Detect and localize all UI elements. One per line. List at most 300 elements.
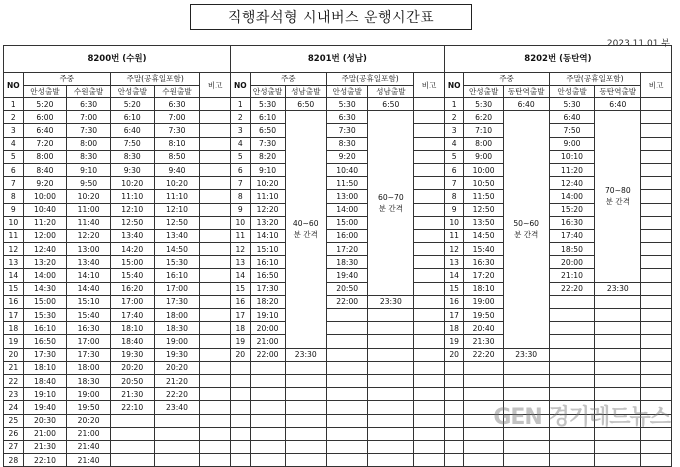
time-cell: 7:20 [23, 137, 67, 150]
time-cell: 14:00 [23, 269, 67, 282]
time-cell: 20:00 [250, 322, 285, 335]
time-cell [503, 374, 549, 387]
row-number: 15 [230, 282, 250, 295]
remark-cell [641, 177, 672, 190]
time-cell: 13:20 [23, 256, 67, 269]
remark-cell [200, 203, 231, 216]
remark-cell [414, 454, 445, 467]
row-number: 9 [230, 203, 250, 216]
time-cell: 18:10 [110, 322, 154, 335]
time-cell: 20:20 [67, 414, 111, 427]
time-cell: 18:30 [326, 256, 367, 269]
time-cell: 6:30 [67, 98, 111, 111]
time-cell: 14:10 [250, 229, 285, 242]
time-cell [549, 322, 595, 335]
time-cell: 18:40 [110, 335, 154, 348]
weekend-header: 주말(공휴일포함) [326, 73, 413, 86]
row-number: 19 [444, 335, 464, 348]
remark-cell [200, 137, 231, 150]
row-number [444, 401, 464, 414]
time-cell [595, 454, 641, 467]
time-cell: 11:50 [464, 190, 503, 203]
time-cell: 6:00 [23, 111, 67, 124]
time-cell: 12:10 [110, 203, 154, 216]
depart-b-header: 성남출발 [285, 85, 326, 98]
time-cell: 6:30 [326, 111, 367, 124]
row-number [444, 374, 464, 387]
time-cell [285, 414, 326, 427]
time-cell: 17:00 [67, 335, 111, 348]
time-cell [595, 388, 641, 401]
remark-cell [641, 388, 672, 401]
time-cell: 16:50 [250, 269, 285, 282]
table-row [4, 256, 672, 269]
time-cell: 17:30 [250, 282, 285, 295]
remark-cell [200, 348, 231, 361]
time-cell: 9:20 [23, 177, 67, 190]
interval-note: 60~70분 간격 [368, 111, 414, 296]
time-cell [595, 348, 641, 361]
time-cell [368, 401, 414, 414]
time-cell: 12:00 [23, 229, 67, 242]
interval-note: 50~60분 간격 [503, 111, 549, 348]
time-cell [326, 322, 367, 335]
table-row [4, 322, 672, 335]
time-cell: 13:50 [464, 216, 503, 229]
time-cell: 16:30 [67, 322, 111, 335]
row-number [444, 414, 464, 427]
time-cell: 15:20 [549, 203, 595, 216]
remark-cell [414, 388, 445, 401]
time-cell: 10:50 [464, 177, 503, 190]
row-number: 1 [4, 98, 24, 111]
time-cell [368, 388, 414, 401]
time-cell: 7:50 [549, 124, 595, 137]
remark-cell [641, 335, 672, 348]
time-cell: 17:40 [549, 229, 595, 242]
row-number: 3 [444, 124, 464, 137]
time-cell: 15:10 [67, 295, 111, 308]
time-cell [549, 309, 595, 322]
row-number [230, 361, 250, 374]
time-cell: 9:50 [67, 177, 111, 190]
time-cell [110, 454, 154, 467]
time-cell: 13:00 [67, 243, 111, 256]
row-number: 20 [230, 348, 250, 361]
route-title: 8200번 (수원) [4, 46, 231, 73]
time-cell: 11:20 [549, 163, 595, 176]
route-title: 8201번 (성남) [230, 46, 444, 73]
time-cell [549, 388, 595, 401]
time-cell: 13:00 [326, 190, 367, 203]
time-cell: 5:30 [250, 98, 285, 111]
time-cell: 8:30 [67, 150, 111, 163]
row-number: 10 [4, 216, 24, 229]
no-header: NO [444, 73, 464, 98]
remark-cell [414, 335, 445, 348]
remark-cell [641, 454, 672, 467]
time-cell [285, 374, 326, 387]
time-cell [326, 388, 367, 401]
time-cell [110, 414, 154, 427]
time-cell: 17:00 [154, 282, 200, 295]
time-cell: 19:30 [110, 348, 154, 361]
time-cell [250, 454, 285, 467]
weekend-header: 주말(공휴일포함) [549, 73, 641, 86]
time-cell: 15:40 [110, 269, 154, 282]
time-cell: 7:30 [326, 124, 367, 137]
remark-cell [200, 282, 231, 295]
time-cell [250, 414, 285, 427]
time-cell: 6:40 [595, 98, 641, 111]
time-cell [326, 440, 367, 453]
time-cell [250, 440, 285, 453]
time-cell: 18:50 [549, 243, 595, 256]
time-cell: 8:30 [326, 137, 367, 150]
time-cell: 8:40 [23, 163, 67, 176]
remark-cell [641, 269, 672, 282]
remark-cell [641, 229, 672, 242]
time-cell: 19:50 [464, 309, 503, 322]
time-cell: 12:50 [464, 203, 503, 216]
time-cell: 12:20 [67, 229, 111, 242]
time-cell: 17:30 [23, 348, 67, 361]
remark-cell [641, 361, 672, 374]
row-number: 20 [444, 348, 464, 361]
row-number: 4 [230, 137, 250, 150]
time-cell [368, 414, 414, 427]
time-cell: 21:10 [549, 269, 595, 282]
time-cell: 5:20 [110, 98, 154, 111]
time-cell: 10:00 [23, 190, 67, 203]
time-cell: 10:40 [326, 163, 367, 176]
time-cell: 15:40 [464, 243, 503, 256]
remark-cell [200, 243, 231, 256]
remark-cell [641, 216, 672, 229]
time-cell: 16:00 [326, 229, 367, 242]
time-cell [285, 388, 326, 401]
time-cell [154, 427, 200, 440]
remark-cell [641, 295, 672, 308]
remark-cell [414, 163, 445, 176]
row-number: 23 [4, 388, 24, 401]
time-cell [326, 414, 367, 427]
time-cell [250, 388, 285, 401]
table-row [4, 150, 672, 163]
remark-cell [200, 454, 231, 467]
row-number: 17 [444, 309, 464, 322]
time-cell [326, 374, 367, 387]
row-number: 2 [444, 111, 464, 124]
remark-cell [641, 440, 672, 453]
time-cell [285, 427, 326, 440]
time-cell: 6:50 [285, 98, 326, 111]
time-cell: 10:20 [67, 190, 111, 203]
time-cell: 10:20 [154, 177, 200, 190]
table-row [4, 269, 672, 282]
row-number [230, 454, 250, 467]
time-cell: 23:30 [503, 348, 549, 361]
remark-cell [200, 335, 231, 348]
remark-cell [414, 427, 445, 440]
table-row [4, 111, 672, 124]
time-cell [549, 440, 595, 453]
remark-cell [641, 163, 672, 176]
time-cell: 9:10 [250, 163, 285, 176]
time-cell [250, 361, 285, 374]
row-number: 12 [4, 243, 24, 256]
remark-cell [641, 203, 672, 216]
row-number: 11 [4, 229, 24, 242]
depart-a-header: 안성출발 [549, 85, 595, 98]
time-cell: 21:30 [23, 440, 67, 453]
row-number: 13 [230, 256, 250, 269]
row-number: 15 [4, 282, 24, 295]
time-cell: 8:50 [154, 150, 200, 163]
time-cell [464, 388, 503, 401]
remark-cell [200, 401, 231, 414]
time-cell [154, 414, 200, 427]
remark-cell [200, 388, 231, 401]
row-number: 14 [4, 269, 24, 282]
time-cell [549, 335, 595, 348]
time-cell [326, 427, 367, 440]
time-cell [368, 335, 414, 348]
remark-cell [641, 190, 672, 203]
remark-header: 비고 [641, 73, 672, 98]
time-cell: 21:40 [67, 454, 111, 467]
time-cell: 18:20 [250, 295, 285, 308]
time-cell: 19:10 [250, 309, 285, 322]
time-cell: 11:00 [67, 203, 111, 216]
row-number: 16 [4, 295, 24, 308]
row-number: 7 [4, 177, 24, 190]
time-cell: 6:40 [503, 98, 549, 111]
row-number [444, 440, 464, 453]
remark-cell [414, 203, 445, 216]
time-cell: 9:10 [67, 163, 111, 176]
page-title: 직행좌석형 시내버스 운행시간표 [190, 4, 472, 30]
time-cell [368, 454, 414, 467]
remark-cell [414, 401, 445, 414]
time-cell [464, 361, 503, 374]
time-cell: 11:40 [67, 216, 111, 229]
remark-cell [414, 111, 445, 124]
time-cell: 19:40 [326, 269, 367, 282]
time-cell: 7:10 [464, 124, 503, 137]
remark-cell [414, 269, 445, 282]
time-cell: 6:50 [250, 124, 285, 137]
no-header: NO [4, 73, 24, 98]
time-cell [368, 374, 414, 387]
row-number: 5 [4, 150, 24, 163]
time-cell: 19:00 [464, 295, 503, 308]
row-number [230, 401, 250, 414]
remark-cell [200, 256, 231, 269]
time-cell: 22:20 [464, 348, 503, 361]
table-row [4, 243, 672, 256]
time-cell: 14:00 [549, 190, 595, 203]
row-number: 7 [444, 177, 464, 190]
row-number: 8 [4, 190, 24, 203]
time-cell [285, 454, 326, 467]
time-cell: 23:30 [285, 348, 326, 361]
remark-cell [641, 111, 672, 124]
time-cell: 10:40 [23, 203, 67, 216]
time-cell: 15:00 [110, 256, 154, 269]
time-cell: 20:50 [110, 374, 154, 387]
row-number: 6 [4, 163, 24, 176]
row-number: 4 [444, 137, 464, 150]
time-cell [368, 440, 414, 453]
time-cell [110, 440, 154, 453]
time-cell: 12:10 [154, 203, 200, 216]
remark-cell [414, 243, 445, 256]
interval-note: 40~60분 간격 [285, 111, 326, 348]
remark-cell [414, 348, 445, 361]
time-cell: 19:50 [67, 401, 111, 414]
table-row [4, 335, 672, 348]
remark-cell [414, 98, 445, 111]
remark-cell [641, 348, 672, 361]
time-cell [326, 361, 367, 374]
time-cell [368, 427, 414, 440]
time-cell [549, 361, 595, 374]
row-number: 3 [230, 124, 250, 137]
row-number: 6 [230, 163, 250, 176]
time-cell: 5:30 [326, 98, 367, 111]
remark-cell [200, 190, 231, 203]
remark-cell [200, 295, 231, 308]
time-cell: 18:30 [154, 322, 200, 335]
time-cell: 6:50 [368, 98, 414, 111]
row-number: 15 [444, 282, 464, 295]
remark-cell [414, 374, 445, 387]
row-number [444, 388, 464, 401]
time-cell: 23:40 [154, 401, 200, 414]
time-cell: 17:20 [464, 269, 503, 282]
time-cell: 13:40 [67, 256, 111, 269]
row-number: 2 [230, 111, 250, 124]
row-number: 27 [4, 440, 24, 453]
time-cell: 6:40 [549, 111, 595, 124]
remark-cell [641, 98, 672, 111]
row-number: 11 [444, 229, 464, 242]
time-cell: 6:40 [23, 124, 67, 137]
time-cell: 5:30 [464, 98, 503, 111]
time-cell: 14:50 [464, 229, 503, 242]
route-title: 8202번 (동탄역) [444, 46, 671, 73]
time-cell: 16:30 [464, 256, 503, 269]
table-row [4, 374, 672, 387]
time-cell: 6:10 [110, 111, 154, 124]
row-number: 14 [230, 269, 250, 282]
time-cell: 14:20 [110, 243, 154, 256]
time-cell: 6:30 [154, 98, 200, 111]
row-number [444, 427, 464, 440]
time-cell: 22:00 [326, 295, 367, 308]
time-cell: 7:30 [250, 137, 285, 150]
depart-b-header: 성남출발 [368, 85, 414, 98]
row-number: 18 [4, 322, 24, 335]
remark-cell [641, 243, 672, 256]
time-cell: 18:10 [464, 282, 503, 295]
row-number: 13 [444, 256, 464, 269]
time-cell: 16:20 [110, 282, 154, 295]
time-cell: 20:00 [549, 256, 595, 269]
weekday-header: 주중 [23, 73, 110, 86]
row-number: 11 [230, 229, 250, 242]
time-cell: 21:30 [464, 335, 503, 348]
time-cell [464, 440, 503, 453]
time-cell [595, 361, 641, 374]
table-row [4, 137, 672, 150]
time-cell: 8:10 [154, 137, 200, 150]
row-number: 16 [230, 295, 250, 308]
time-cell: 22:10 [23, 454, 67, 467]
table-row [4, 163, 672, 176]
time-cell: 18:00 [67, 361, 111, 374]
depart-a-header: 안성출발 [110, 85, 154, 98]
no-header: NO [230, 73, 250, 98]
row-number: 9 [4, 203, 24, 216]
time-cell: 20:20 [154, 361, 200, 374]
remark-cell [200, 150, 231, 163]
row-number: 12 [230, 243, 250, 256]
row-number: 26 [4, 427, 24, 440]
time-cell: 20:40 [464, 322, 503, 335]
row-number: 25 [4, 414, 24, 427]
time-cell: 16:10 [250, 256, 285, 269]
time-cell: 7:00 [154, 111, 200, 124]
time-cell: 18:40 [23, 374, 67, 387]
time-cell [595, 440, 641, 453]
row-number: 18 [444, 322, 464, 335]
remark-cell [414, 282, 445, 295]
time-cell: 15:00 [23, 295, 67, 308]
table-row [4, 388, 672, 401]
time-cell: 12:50 [154, 216, 200, 229]
time-cell: 12:40 [23, 243, 67, 256]
row-number: 8 [444, 190, 464, 203]
remark-cell [414, 177, 445, 190]
remark-cell [200, 309, 231, 322]
remark-cell [200, 269, 231, 282]
row-number: 4 [4, 137, 24, 150]
time-cell [154, 454, 200, 467]
time-cell: 14:10 [67, 269, 111, 282]
time-cell: 19:00 [154, 335, 200, 348]
remark-header: 비고 [414, 73, 445, 98]
row-number [444, 454, 464, 467]
time-cell: 15:00 [326, 216, 367, 229]
time-cell [503, 388, 549, 401]
time-cell: 10:00 [464, 163, 503, 176]
time-cell: 7:00 [67, 111, 111, 124]
time-cell: 17:20 [326, 243, 367, 256]
row-number [230, 388, 250, 401]
time-cell: 11:10 [110, 190, 154, 203]
time-cell: 17:40 [110, 309, 154, 322]
time-cell: 22:00 [250, 348, 285, 361]
depart-b-header: 수원출발 [67, 85, 111, 98]
time-cell [595, 295, 641, 308]
time-cell: 8:00 [464, 137, 503, 150]
time-cell: 11:50 [326, 177, 367, 190]
time-cell: 23:30 [368, 295, 414, 308]
time-cell [326, 454, 367, 467]
time-cell [595, 322, 641, 335]
